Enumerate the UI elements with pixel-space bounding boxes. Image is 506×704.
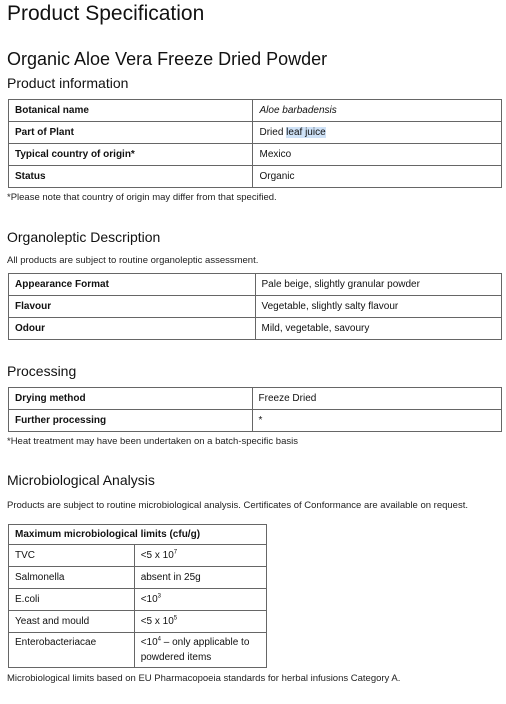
- table-row: [9, 166, 502, 188]
- organoleptic-heading: Organoleptic Description: [7, 229, 161, 245]
- row-value: Pale beige, slightly granular powder: [255, 274, 502, 296]
- table-row: [9, 589, 267, 611]
- row-value: [134, 567, 266, 589]
- table-row: [9, 318, 502, 340]
- origin-note: *Please note that country of origin may differ from that specified.: [7, 192, 277, 203]
- table-row: [9, 545, 267, 567]
- row-value: [134, 545, 266, 567]
- organoleptic-intro: All products are subject to routine organoleptic assessment.: [7, 255, 259, 266]
- processing-table: [8, 387, 502, 432]
- row-value: [134, 611, 266, 633]
- table-row: [9, 633, 267, 668]
- row-value: [134, 633, 266, 668]
- row-label: Part of Plant: [9, 122, 253, 144]
- row-label: Further processing: [9, 410, 253, 432]
- table-row: [9, 567, 267, 589]
- row-value: [134, 589, 266, 611]
- row-label: Typical country of origin*: [9, 144, 253, 166]
- value-exponent: 7: [173, 549, 178, 556]
- table-row: [9, 296, 502, 318]
- row-value: Mexico: [253, 144, 502, 166]
- row-label: Flavour: [9, 296, 256, 318]
- row-label: Drying method: [9, 388, 253, 410]
- value-exponent: 3: [157, 593, 161, 600]
- product-information-table: [8, 99, 502, 188]
- table-row: [9, 122, 502, 144]
- table-row: [9, 144, 502, 166]
- row-label: Appearance Format: [9, 274, 256, 296]
- value-suffix: – only applicable to powdered items: [140, 637, 253, 663]
- row-value: [253, 122, 502, 144]
- row-value: Organic: [253, 166, 502, 188]
- value-exponent: 4: [157, 636, 161, 643]
- row-label: Enterobacteriacae: [9, 633, 135, 668]
- table-row: [9, 100, 502, 122]
- row-label: TVC: [9, 545, 135, 567]
- row-label: Yeast and mould: [9, 611, 135, 633]
- microbiological-heading: Microbiological Analysis: [7, 472, 155, 488]
- value-base: <5 x 10: [140, 549, 174, 561]
- row-label: Status: [9, 166, 253, 188]
- document-title: Product Specification: [7, 2, 205, 25]
- row-value: Freeze Dried: [252, 388, 501, 410]
- table-row: [9, 410, 502, 432]
- table-header: Maximum microbiological limits (cfu/g): [9, 525, 267, 545]
- row-label: Odour: [9, 318, 256, 340]
- processing-heading: Processing: [7, 363, 77, 379]
- organoleptic-table: [8, 273, 502, 340]
- product-name: Organic Aloe Vera Freeze Dried Powder: [7, 49, 328, 69]
- row-label: Salmonella: [9, 567, 135, 589]
- value-base: absent in 25g: [140, 571, 201, 583]
- row-value: Mild, vegetable, savoury: [255, 318, 502, 340]
- table-header-row: [9, 525, 267, 545]
- table-row: [9, 611, 267, 633]
- row-label: Botanical name: [9, 100, 253, 122]
- microbiological-intro: Products are subject to routine microbiological analysis. Certificates of Conformance are available on request.: [7, 500, 468, 511]
- value-base: <10: [140, 593, 158, 605]
- row-value: *: [252, 410, 501, 432]
- value-base: <5 x 10: [140, 615, 174, 627]
- row-value: Vegetable, slightly salty flavour: [255, 296, 502, 318]
- value-exponent: 5: [173, 615, 178, 622]
- value-text: Dried: [259, 126, 287, 138]
- value-base: <10: [140, 637, 158, 648]
- row-value: Aloe barbadensis: [253, 100, 502, 122]
- product-information-heading: Product information: [7, 75, 129, 91]
- table-row: [9, 388, 502, 410]
- highlighted-text: leaf juice: [286, 126, 326, 138]
- row-label: E.coli: [9, 589, 135, 611]
- table-row: [9, 274, 502, 296]
- heat-treatment-note: *Heat treatment may have been undertaken on a batch-specific basis: [7, 436, 298, 447]
- microbiological-footnote: Microbiological limits based on EU Pharmacopoeia standards for herbal infusions Category A.: [7, 673, 401, 684]
- microbiological-table: [8, 524, 267, 668]
